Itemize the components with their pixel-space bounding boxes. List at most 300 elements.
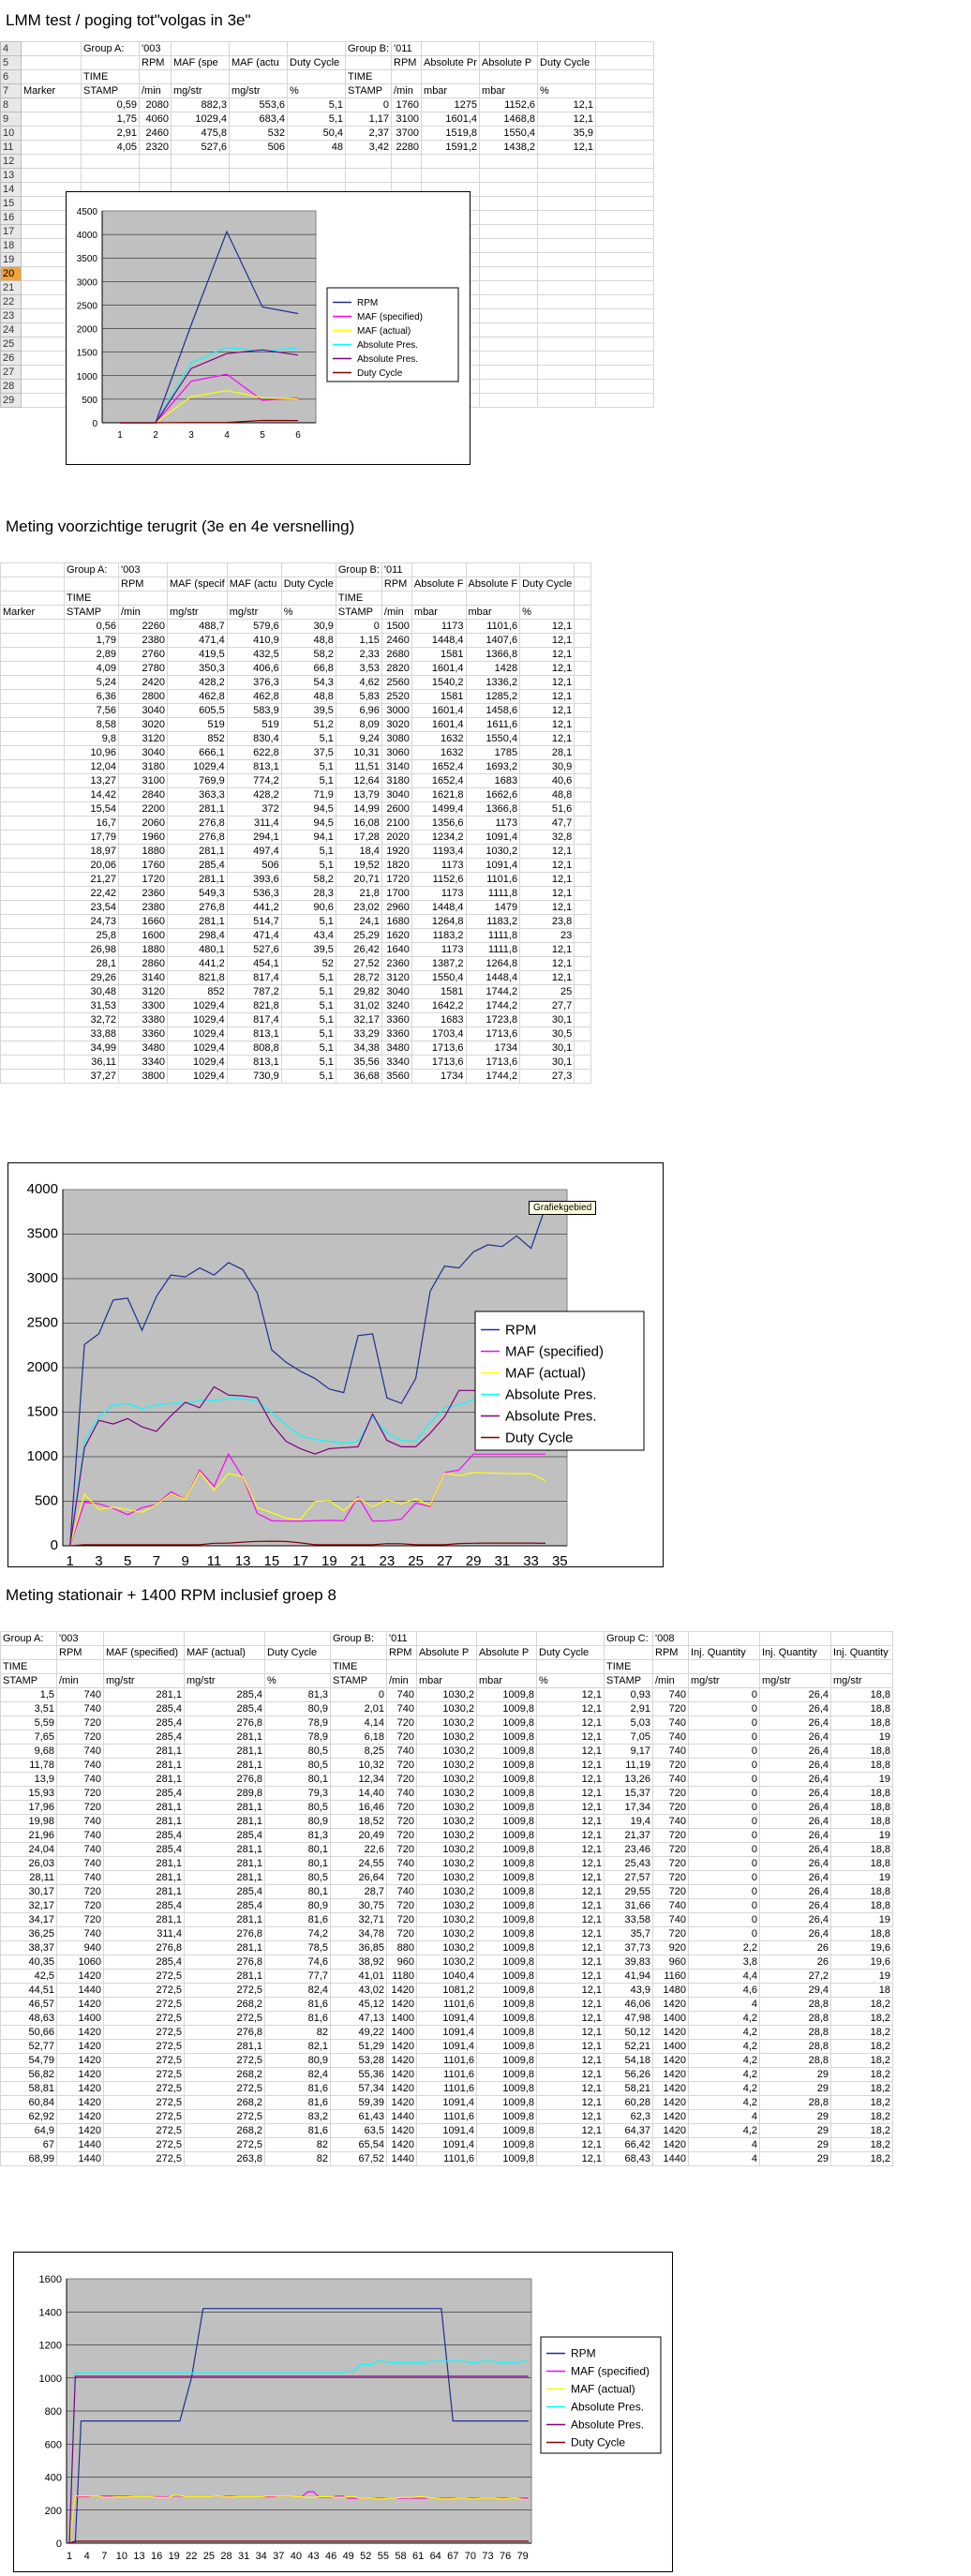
table-cell[interactable]: 82 — [265, 2026, 331, 2040]
table-cell[interactable]: 81,6 — [265, 2012, 331, 2026]
table-cell[interactable]: 1400 — [653, 2040, 689, 2054]
row-header[interactable]: 18 — [1, 239, 22, 253]
table-cell[interactable]: 787,2 — [227, 985, 281, 999]
table-cell[interactable]: 1642,2 — [411, 999, 466, 1013]
table-cell[interactable]: 18,8 — [831, 1716, 893, 1730]
table-cell[interactable]: 26,4 — [760, 1857, 831, 1871]
table-cell[interactable]: 20,49 — [331, 1829, 387, 1843]
table-cell[interactable]: 720 — [57, 1899, 104, 1913]
table-cell[interactable] — [336, 577, 381, 592]
table-cell[interactable]: 31,02 — [336, 999, 381, 1013]
table-cell[interactable]: 1499,4 — [411, 802, 466, 816]
table-cell[interactable]: 276,8 — [185, 1927, 265, 1941]
table-cell[interactable]: 1009,8 — [477, 2040, 537, 2054]
table-cell[interactable]: 50,12 — [605, 2026, 653, 2040]
table-cell[interactable]: 1030,2 — [417, 1899, 477, 1913]
table-cell[interactable]: 1029,4 — [168, 1041, 228, 1056]
table-cell[interactable]: 960 — [387, 1955, 417, 1969]
table-cell[interactable]: 740 — [57, 1745, 104, 1759]
table-cell[interactable]: 1009,8 — [477, 1716, 537, 1730]
table-cell[interactable]: 1581 — [411, 985, 466, 999]
table-cell[interactable]: 3,42 — [346, 141, 392, 155]
table-cell[interactable]: 276,8 — [104, 1941, 185, 1955]
table-cell[interactable]: 1009,8 — [477, 2096, 537, 2110]
table-cell[interactable]: Inj. Quantity — [689, 1646, 760, 1660]
table-cell[interactable]: 28,1 — [65, 957, 119, 971]
table-cell[interactable]: 12,1 — [520, 704, 575, 718]
table-cell[interactable]: 720 — [653, 1801, 689, 1815]
table-cell[interactable]: 3080 — [381, 732, 411, 746]
table-cell[interactable]: mg/str — [168, 606, 228, 620]
table-cell[interactable]: 50,66 — [1, 2026, 57, 2040]
table-cell[interactable]: 26,4 — [760, 1871, 831, 1885]
table-cell[interactable]: 30,17 — [1, 1885, 57, 1899]
table-cell[interactable]: 1652,4 — [411, 760, 466, 774]
chart1[interactable] — [66, 191, 471, 465]
table-cell[interactable]: 1683 — [466, 774, 520, 788]
table-cell[interactable]: 20,06 — [65, 859, 119, 873]
table-cell[interactable]: Group B: — [346, 42, 392, 56]
table-cell[interactable]: 272,5 — [104, 2152, 185, 2166]
table-cell[interactable]: 2,91 — [605, 1702, 653, 1716]
table-cell[interactable]: 1632 — [411, 732, 466, 746]
table-cell[interactable]: 7,05 — [605, 1730, 653, 1745]
table-cell[interactable]: 58,21 — [605, 2082, 653, 2096]
table-cell[interactable]: 583,9 — [227, 704, 281, 718]
table-cell[interactable]: 36,25 — [1, 1927, 57, 1941]
row-header[interactable]: 28 — [1, 380, 22, 394]
table-cell[interactable]: RPM — [119, 577, 168, 592]
table-cell[interactable]: 35,56 — [336, 1056, 381, 1070]
table-cell[interactable]: 26,4 — [760, 1899, 831, 1913]
table-cell[interactable] — [22, 112, 82, 127]
table-cell[interactable]: 12,34 — [331, 1773, 387, 1787]
row-header[interactable]: 16 — [1, 211, 22, 225]
table-cell[interactable]: 1101,6 — [466, 873, 520, 887]
table-cell[interactable]: 19,6 — [831, 1941, 893, 1955]
table-cell[interactable]: 268,2 — [185, 2096, 265, 2110]
table-cell[interactable]: 21,8 — [336, 887, 381, 901]
table-cell[interactable] — [575, 985, 591, 999]
table-cell[interactable]: 720 — [387, 1773, 417, 1787]
table-cell[interactable]: 58,2 — [281, 873, 336, 887]
table-cell[interactable] — [22, 56, 82, 70]
table-cell[interactable]: 26,4 — [760, 1843, 831, 1857]
table-cell[interactable]: 960 — [653, 1955, 689, 1969]
table-cell[interactable]: 3240 — [381, 999, 411, 1013]
table-cell[interactable]: 5,24 — [65, 676, 119, 690]
table-cell[interactable]: 1030,2 — [417, 1801, 477, 1815]
table-cell[interactable]: 2360 — [381, 957, 411, 971]
table-cell[interactable]: 28,8 — [760, 2026, 831, 2040]
table-cell[interactable]: 35,7 — [605, 1927, 653, 1941]
table-cell[interactable]: 1183,2 — [466, 915, 520, 929]
table-cell[interactable]: 60,84 — [1, 2096, 57, 2110]
table-cell[interactable] — [596, 366, 654, 380]
table-cell[interactable]: 1030,2 — [417, 1773, 477, 1787]
table-cell[interactable]: 4,14 — [331, 1716, 387, 1730]
table-cell[interactable]: 12,1 — [537, 2096, 605, 2110]
table-cell[interactable]: 13,9 — [1, 1773, 57, 1787]
table-cell[interactable]: 281,1 — [168, 915, 228, 929]
table-cell[interactable]: 1275 — [422, 98, 480, 112]
table-cell[interactable] — [22, 141, 82, 155]
table-cell[interactable]: 49,22 — [331, 2026, 387, 2040]
table-cell[interactable]: 19,4 — [605, 1815, 653, 1829]
table-cell[interactable]: 13,27 — [65, 774, 119, 788]
row-header[interactable]: 9 — [1, 112, 22, 127]
table-cell[interactable]: 54,18 — [605, 2054, 653, 2068]
table-cell[interactable]: mg/str — [831, 1674, 893, 1688]
table-cell[interactable] — [831, 1660, 893, 1674]
table-cell[interactable]: 31,66 — [605, 1899, 653, 1913]
table-cell[interactable] — [760, 1660, 831, 1674]
table-cell[interactable]: mbar — [422, 84, 480, 98]
table-cell[interactable]: 605,5 — [168, 704, 228, 718]
table-cell[interactable] — [185, 1660, 265, 1674]
table-cell[interactable]: 428,2 — [168, 676, 228, 690]
table-cell[interactable]: 1009,8 — [477, 2124, 537, 2138]
table-cell[interactable]: 406,6 — [227, 662, 281, 676]
table-cell[interactable]: 1420 — [57, 2054, 104, 2068]
table-cell[interactable] — [288, 70, 346, 84]
table-cell[interactable]: 1009,8 — [477, 1759, 537, 1773]
table-cell[interactable]: mbar — [477, 1674, 537, 1688]
table-cell[interactable]: 2280 — [392, 141, 422, 155]
table-cell[interactable] — [265, 1632, 331, 1646]
table-cell[interactable] — [689, 1632, 760, 1646]
table-cell[interactable]: 30,5 — [520, 1027, 575, 1041]
table-cell[interactable]: 1960 — [119, 831, 168, 845]
table-cell[interactable]: 1009,8 — [477, 1927, 537, 1941]
table-cell[interactable]: 1713,6 — [466, 1027, 520, 1041]
table-cell[interactable]: 813,1 — [227, 1027, 281, 1041]
table-cell[interactable] — [538, 225, 596, 239]
table-cell[interactable]: MAF (specif — [168, 577, 228, 592]
table-cell[interactable]: 1009,8 — [477, 2068, 537, 2082]
table-cell[interactable]: 428,2 — [227, 788, 281, 802]
table-cell[interactable]: 74,6 — [265, 1955, 331, 1969]
table-cell[interactable]: 1744,2 — [466, 985, 520, 999]
table-cell[interactable]: 66,42 — [605, 2138, 653, 2152]
table-cell[interactable] — [346, 56, 392, 70]
table-cell[interactable]: 1713,6 — [411, 1041, 466, 1056]
table-cell[interactable] — [1, 563, 65, 577]
table-cell[interactable]: 12,1 — [537, 1759, 605, 1773]
table-cell[interactable]: 47,98 — [605, 2012, 653, 2026]
table-cell[interactable]: 1030,2 — [417, 1955, 477, 1969]
table-cell[interactable]: 462,8 — [168, 690, 228, 704]
table-cell[interactable]: 1009,8 — [477, 1773, 537, 1787]
table-cell[interactable]: 740 — [653, 1688, 689, 1702]
table-cell[interactable]: 2520 — [381, 690, 411, 704]
table-cell[interactable]: 1030,2 — [417, 1871, 477, 1885]
table-cell[interactable]: 51,2 — [281, 718, 336, 732]
table-cell[interactable]: 12,1 — [537, 2068, 605, 2082]
table-cell[interactable]: 1009,8 — [477, 1969, 537, 1984]
table-cell[interactable]: 1448,4 — [411, 634, 466, 648]
table-cell[interactable]: 12,1 — [537, 1941, 605, 1955]
table-cell[interactable]: 9,68 — [1, 1745, 57, 1759]
table-cell[interactable]: 268,2 — [185, 2068, 265, 2082]
table-cell[interactable]: 34,17 — [1, 1913, 57, 1927]
table-cell[interactable]: 1420 — [57, 1998, 104, 2012]
table-cell[interactable]: 58,2 — [281, 648, 336, 662]
table-cell[interactable]: % — [538, 84, 596, 98]
table-cell[interactable]: 720 — [387, 1730, 417, 1745]
row-header[interactable]: 11 — [1, 141, 22, 155]
table-cell[interactable]: 42,5 — [1, 1969, 57, 1984]
table-cell[interactable]: 1820 — [381, 859, 411, 873]
table-cell[interactable] — [1, 577, 65, 592]
table-cell[interactable]: 2380 — [119, 901, 168, 915]
table-cell[interactable]: 12,1 — [537, 1815, 605, 1829]
table-cell[interactable]: Absolute Pr — [422, 56, 480, 70]
table-cell[interactable] — [575, 704, 591, 718]
table-cell[interactable]: 1760 — [119, 859, 168, 873]
table-cell[interactable]: 18,8 — [831, 1801, 893, 1815]
table-cell[interactable]: 37,27 — [65, 1070, 119, 1084]
row-header[interactable]: 15 — [1, 197, 22, 211]
table-cell[interactable]: 2,91 — [82, 127, 140, 141]
table-cell[interactable]: 27,2 — [760, 1969, 831, 1984]
table-cell[interactable] — [281, 563, 336, 577]
table-cell[interactable] — [82, 56, 140, 70]
table-cell[interactable]: 527,6 — [227, 943, 281, 957]
table-cell[interactable] — [596, 112, 654, 127]
table-cell[interactable]: 56,26 — [605, 2068, 653, 2082]
table-cell[interactable]: 1009,8 — [477, 1871, 537, 1885]
table-cell[interactable]: 1785 — [466, 746, 520, 760]
table-cell[interactable]: 0 — [689, 1801, 760, 1815]
table-cell[interactable]: 1703,4 — [411, 1027, 466, 1041]
table-cell[interactable]: 81,3 — [265, 1688, 331, 1702]
table-cell[interactable]: 12,1 — [520, 887, 575, 901]
table-cell[interactable]: 740 — [57, 1829, 104, 1843]
table-cell[interactable]: 2,37 — [346, 127, 392, 141]
table-cell[interactable]: Duty Cycle — [265, 1646, 331, 1660]
table-cell[interactable]: 3040 — [119, 746, 168, 760]
table-cell[interactable]: 24,73 — [65, 915, 119, 929]
table-cell[interactable] — [1, 901, 65, 915]
table-cell[interactable] — [168, 563, 228, 577]
table-cell[interactable] — [538, 323, 596, 337]
table-cell[interactable]: 29 — [760, 2082, 831, 2096]
table-cell[interactable]: 720 — [387, 1913, 417, 1927]
table-cell[interactable]: 57,34 — [331, 2082, 387, 2096]
table-cell[interactable] — [538, 211, 596, 225]
table-cell[interactable]: RPM — [381, 577, 411, 592]
table-cell[interactable]: 12,1 — [537, 1913, 605, 1927]
table-cell[interactable]: 65,54 — [331, 2138, 387, 2152]
table-cell[interactable]: 720 — [653, 1857, 689, 1871]
table-cell[interactable]: 2380 — [119, 634, 168, 648]
table-cell[interactable]: 17,28 — [336, 831, 381, 845]
table-cell[interactable]: 1,17 — [346, 112, 392, 127]
table-cell[interactable]: 3000 — [381, 704, 411, 718]
table-cell[interactable]: 272,5 — [185, 2082, 265, 2096]
table-cell[interactable]: 5,1 — [281, 760, 336, 774]
table-cell[interactable]: 1030,2 — [417, 1913, 477, 1927]
table-cell[interactable]: 2320 — [140, 141, 172, 155]
table-cell[interactable] — [575, 648, 591, 662]
table-cell[interactable]: 281,1 — [185, 1815, 265, 1829]
table-cell[interactable]: 12,1 — [537, 1857, 605, 1871]
table-cell[interactable]: 82 — [265, 2152, 331, 2166]
table-cell[interactable] — [1, 873, 65, 887]
table-cell[interactable]: 1420 — [57, 1969, 104, 1984]
table-cell[interactable]: 720 — [57, 1885, 104, 1899]
table-cell[interactable] — [417, 1632, 477, 1646]
table-cell[interactable]: 720 — [387, 1801, 417, 1815]
row-header[interactable]: 6 — [1, 70, 22, 84]
table-cell[interactable]: 46,57 — [1, 1998, 57, 2012]
table-cell[interactable]: 18,8 — [831, 1702, 893, 1716]
table-cell[interactable]: 1420 — [653, 2068, 689, 2082]
table-cell[interactable] — [480, 337, 538, 352]
table-cell[interactable]: 54,3 — [281, 676, 336, 690]
table-cell[interactable]: 514,7 — [227, 915, 281, 929]
table-cell[interactable]: 1420 — [653, 2026, 689, 2040]
table-cell[interactable]: 2600 — [381, 802, 411, 816]
table-cell[interactable]: 1407,6 — [466, 634, 520, 648]
table-cell[interactable]: 1366,8 — [466, 802, 520, 816]
table-cell[interactable]: 272,5 — [104, 2054, 185, 2068]
table-cell[interactable]: 43,9 — [605, 1984, 653, 1998]
table-cell[interactable]: 1420 — [387, 2068, 417, 2082]
table-cell[interactable]: 29,4 — [760, 1984, 831, 1998]
table-cell[interactable] — [596, 197, 654, 211]
table-cell[interactable]: 3040 — [119, 704, 168, 718]
row-header[interactable]: 23 — [1, 309, 22, 323]
table-cell[interactable]: 3180 — [119, 760, 168, 774]
table-cell[interactable]: 281,1 — [185, 1759, 265, 1773]
table-cell[interactable] — [1, 915, 65, 929]
table-cell[interactable]: Group A: — [82, 42, 140, 56]
table-cell[interactable]: 48,8 — [281, 634, 336, 648]
table-cell[interactable]: 9,8 — [65, 732, 119, 746]
table-cell[interactable] — [575, 774, 591, 788]
table-cell[interactable]: 39,5 — [281, 943, 336, 957]
table-cell[interactable]: 0 — [689, 1730, 760, 1745]
table-cell[interactable]: 1420 — [57, 2040, 104, 2054]
table-cell[interactable]: 12,1 — [537, 1871, 605, 1885]
table-cell[interactable]: 25,8 — [65, 929, 119, 943]
table-cell[interactable] — [596, 267, 654, 281]
table-cell[interactable]: 12,1 — [520, 845, 575, 859]
table-cell[interactable]: 18,2 — [831, 2054, 893, 2068]
table-cell[interactable]: MAF (actual) — [185, 1646, 265, 1660]
table-cell[interactable]: 1173 — [466, 816, 520, 831]
table-cell[interactable]: 80,1 — [265, 1773, 331, 1787]
table-cell[interactable]: 1152,6 — [411, 873, 466, 887]
table-cell[interactable]: 34,99 — [65, 1041, 119, 1056]
table-cell[interactable]: 1009,8 — [477, 1998, 537, 2012]
table-cell[interactable]: 3100 — [392, 112, 422, 127]
table-cell[interactable]: 1723,8 — [466, 1013, 520, 1027]
table-cell[interactable]: 281,1 — [185, 1969, 265, 1984]
table-cell[interactable]: 36,85 — [331, 1941, 387, 1955]
table-cell[interactable]: 720 — [57, 1716, 104, 1730]
table-cell[interactable]: 28,3 — [281, 887, 336, 901]
table-cell[interactable] — [288, 169, 346, 183]
table-cell[interactable]: 1420 — [387, 2096, 417, 2110]
table-cell[interactable]: 4 — [689, 1998, 760, 2012]
table-cell[interactable]: 26,4 — [760, 1716, 831, 1730]
table-cell[interactable]: 281,1 — [104, 1857, 185, 1871]
table-cell[interactable]: 579,6 — [227, 620, 281, 634]
table-cell[interactable]: 1601,4 — [422, 112, 480, 127]
table-cell[interactable]: 740 — [387, 1702, 417, 1716]
table-cell[interactable] — [480, 42, 538, 56]
table-cell[interactable]: 720 — [387, 1843, 417, 1857]
row-header[interactable]: 4 — [1, 42, 22, 56]
table-cell[interactable]: 19 — [831, 1730, 893, 1745]
table-cell[interactable]: 6,18 — [331, 1730, 387, 1745]
table-cell[interactable]: 1611,6 — [466, 718, 520, 732]
table-cell[interactable] — [422, 169, 480, 183]
table-cell[interactable]: 39,5 — [281, 704, 336, 718]
table-cell[interactable]: 821,8 — [227, 999, 281, 1013]
table-cell[interactable]: Inj. Quantity — [760, 1646, 831, 1660]
table-cell[interactable]: 720 — [387, 1759, 417, 1773]
table-cell[interactable]: 18,4 — [336, 845, 381, 859]
table-cell[interactable]: 12,1 — [537, 2152, 605, 2166]
table-cell[interactable] — [1, 690, 65, 704]
table-cell[interactable]: 1183,2 — [411, 929, 466, 943]
table-cell[interactable]: Group A: — [1, 1632, 57, 1646]
table-cell[interactable]: 1091,4 — [417, 2138, 477, 2152]
table-cell[interactable]: 1101,6 — [417, 2082, 477, 2096]
table-cell[interactable] — [596, 295, 654, 309]
table-cell[interactable]: 475,8 — [172, 127, 230, 141]
table-cell[interactable]: 289,8 — [185, 1787, 265, 1801]
table-cell[interactable]: 1420 — [387, 2124, 417, 2138]
table-cell[interactable] — [466, 563, 520, 577]
table-cell[interactable]: 281,1 — [185, 1730, 265, 1745]
table-cell[interactable]: 14,40 — [331, 1787, 387, 1801]
table-cell[interactable]: 28,8 — [760, 2096, 831, 2110]
table-cell[interactable]: 720 — [653, 1871, 689, 1885]
table-cell[interactable]: 769,9 — [168, 774, 228, 788]
table-cell[interactable]: 740 — [57, 1815, 104, 1829]
table-cell[interactable] — [575, 1070, 591, 1084]
table-cell[interactable]: 34,38 — [336, 1041, 381, 1056]
table-cell[interactable]: 1448,4 — [411, 901, 466, 915]
table-cell[interactable]: 5,1 — [281, 845, 336, 859]
table-cell[interactable] — [596, 183, 654, 197]
table-cell[interactable] — [480, 366, 538, 380]
table-cell[interactable]: 1029,4 — [168, 999, 228, 1013]
table-cell[interactable]: 1880 — [119, 845, 168, 859]
table-cell[interactable]: '003 — [140, 42, 172, 56]
table-cell[interactable]: 1420 — [57, 2124, 104, 2138]
table-cell[interactable] — [575, 929, 591, 943]
table-cell[interactable]: 28,8 — [760, 2054, 831, 2068]
table-cell[interactable]: 62,3 — [605, 2110, 653, 2124]
table-cell[interactable] — [466, 592, 520, 606]
table-cell[interactable]: 27,3 — [520, 1070, 575, 1084]
table-cell[interactable] — [596, 211, 654, 225]
table-cell[interactable]: 281,1 — [185, 2040, 265, 2054]
table-cell[interactable]: 1030,2 — [417, 1927, 477, 1941]
table-cell[interactable]: TIME — [82, 70, 140, 84]
table-cell[interactable]: 1173 — [411, 859, 466, 873]
table-cell[interactable]: 1,5 — [1, 1688, 57, 1702]
table-cell[interactable]: 18,8 — [831, 1885, 893, 1899]
table-cell[interactable]: 61,43 — [331, 2110, 387, 2124]
table-cell[interactable]: 940 — [57, 1941, 104, 1955]
